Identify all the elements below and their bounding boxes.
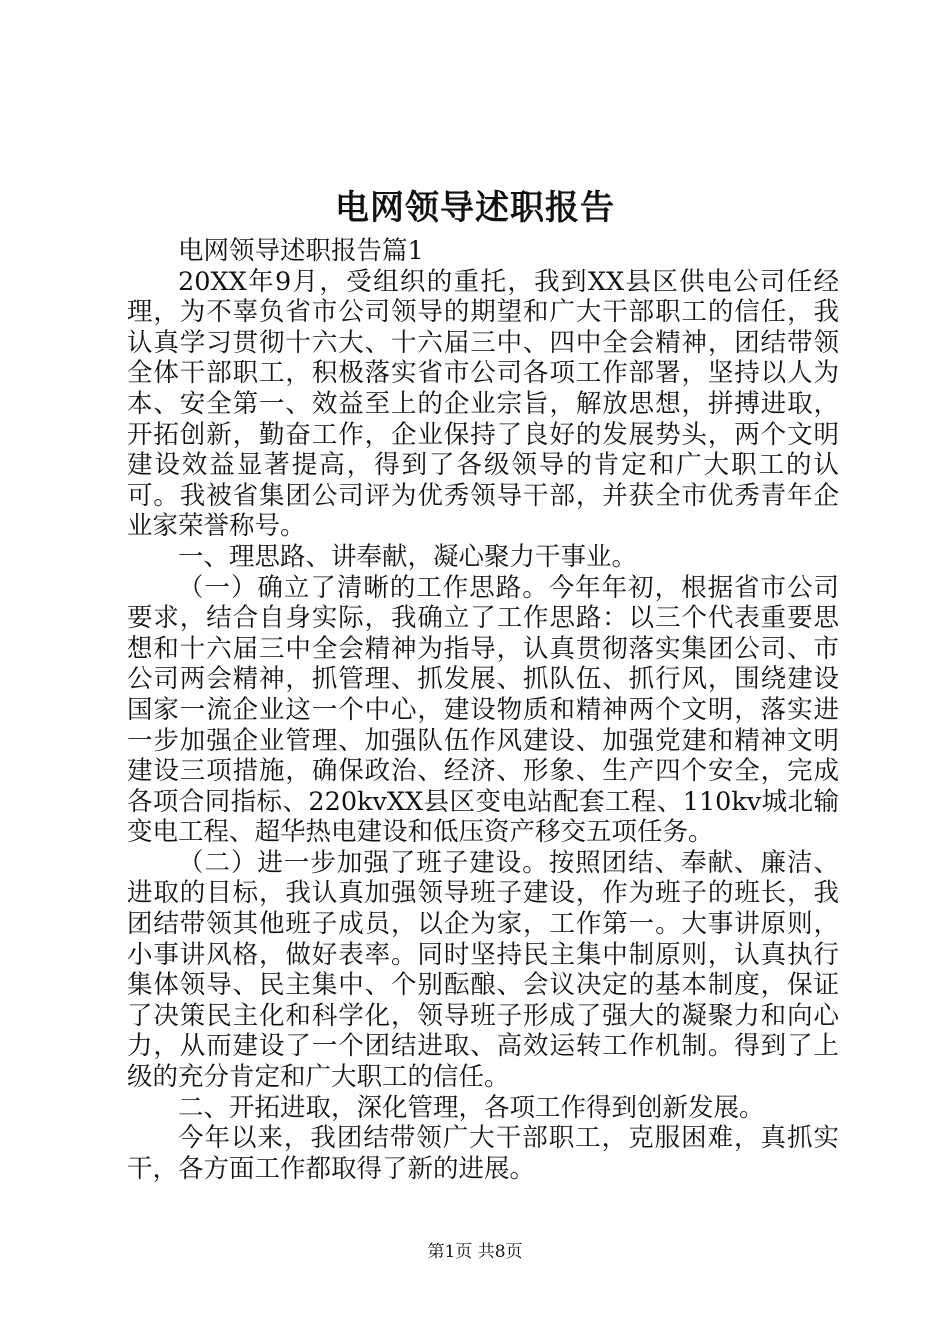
paragraph-work-plan: （一）确立了清晰的工作思路。今年年初，根据省市公司要求，结合自身实际，我确立了工作思路：以三个代表重要思想和十六届三中全会精神为指导，认真贯彻落实集团公司、市公司两会精神，抓管理、抓发展、抓队伍、抓行风，围绕建设国家一流企业这一个中心，建设物质和精神两个文明，落实进一步加强企业管理、加强队伍作风建设、加强党建和精神文明建设三项措施，确保政治、经济、形象、生产四个安全，完成各项合同指标、220kvXX县区变电站配套工程、110kv城北输变电工程、超华热电建设和低压资产移交五项任务。 (127, 572, 839, 848)
page-number: 第1页 共8页 (427, 1242, 523, 1262)
heading-two: 二、开拓进取，深化管理，各项工作得到创新发展。 (178, 1092, 765, 1123)
paragraph-team-building: （二）进一步加强了班子建设。按照团结、奉献、廉洁、进取的目标，我认真加强领导班子建设，作为班子的班长，我团结带领其他班子成员，以企为家，工作第一。大事讲原则，小事讲风格，做好表率。同时坚持民主集中制原则，认真执行集体领导、民主集中、个别酝酿、会议决定的基本制度，保证了决策民主化和科学化，领导班子形成了强大的凝聚力和向心力，从而建设了一个团结进取、高效运转工作机制。得到了上级的充分肯定和广大职工的信任。 (127, 847, 839, 1093)
document-body (127, 236, 839, 1184)
section-heading: 电网领导述职报告篇1 (178, 236, 424, 266)
paragraph-progress: 今年以来，我团结带领广大干部职工，克服困难，真抓实干，各方面工作都取得了新的进展。 (127, 1123, 839, 1184)
heading-one: 一、理思路、讲奉献，凝心聚力干事业。 (178, 541, 638, 572)
intro-paragraph: 20XX年9月，受组织的重托，我到XX县区供电公司任经理，为不辜负省市公司领导的期望和广大干部职工的信任，我认真学习贯彻十六大、十六届三中、四中全会精神，团结带领全体干部职工，积极落实省市公司各项工作部署，坚持以人为本、安全第一、效益至上的企业宗旨，解放思想，拼搏进取，开拓创新，勤奋工作，企业保持了良好的发展势头，两个文明建设效益显著提高，得到了各级领导的肯定和广大职工的认可。我被省集团公司评为优秀领导干部，并获全市优秀青年企业家荣誉称号。 (127, 266, 839, 542)
document-title: 电网领导述职报告 (335, 188, 615, 228)
